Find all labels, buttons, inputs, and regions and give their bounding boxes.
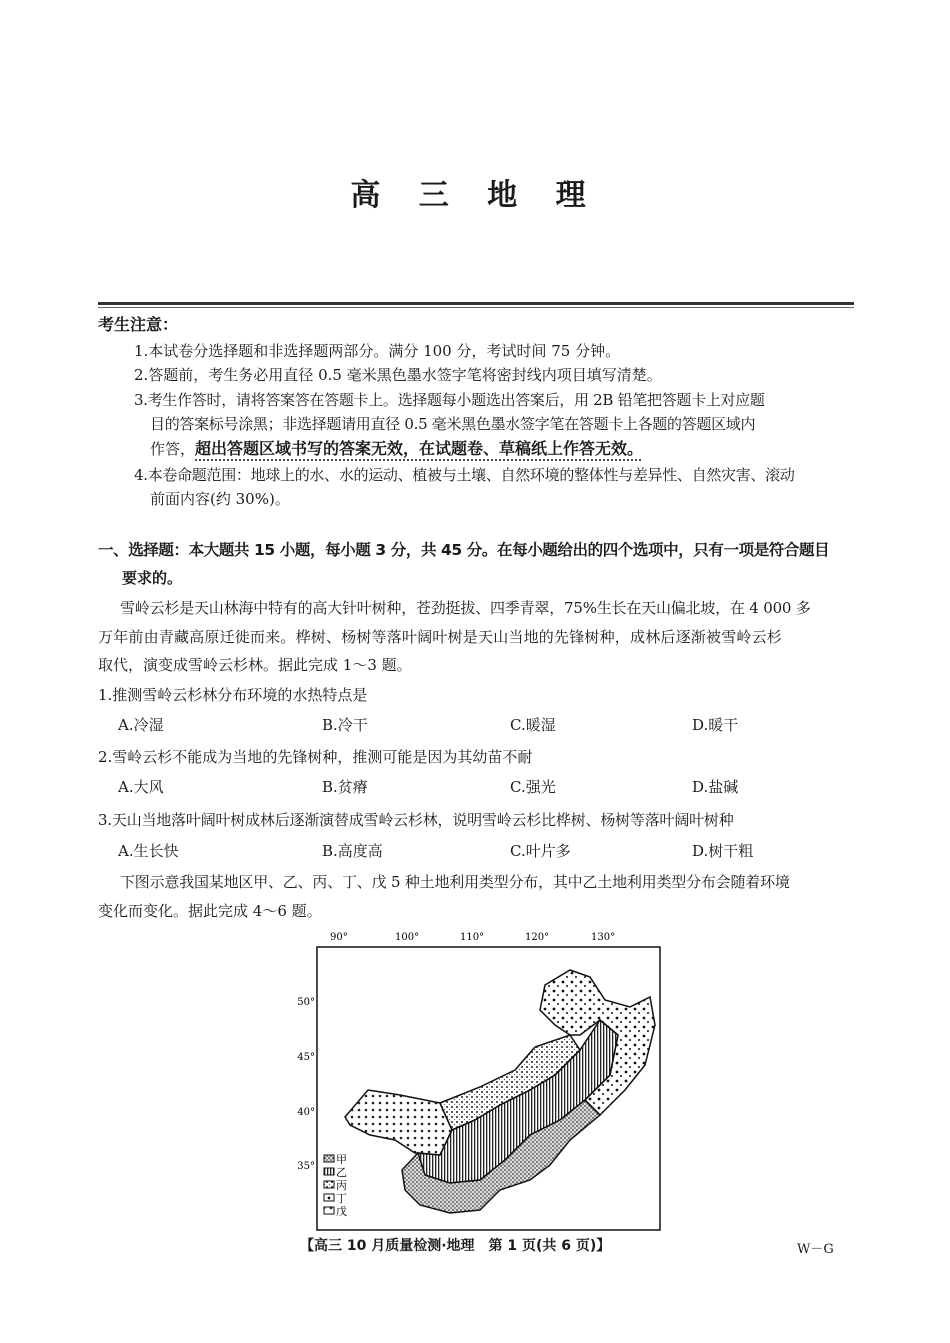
legend-swatch xyxy=(324,1181,334,1188)
lon-label: 120° xyxy=(525,932,550,943)
legend-label: 乙 xyxy=(336,1166,347,1179)
option-c: C.强光 xyxy=(510,778,556,796)
legend-label: 丁 xyxy=(336,1192,347,1205)
lon-label: 110° xyxy=(460,932,485,943)
question-stem: 1.推测雪岭云杉林分布环境的水热特点是 xyxy=(98,686,368,704)
option-b: B.高度高 xyxy=(322,842,383,860)
footer-code: W－G xyxy=(797,1242,834,1257)
legend-label: 甲 xyxy=(336,1153,347,1166)
notice-item: 目的答案标号涂黑；非选择题请用直径 0.5 毫米黑色墨水签字笔在答题卡上各题的答题区域内 xyxy=(150,415,756,433)
legend-swatch xyxy=(324,1168,334,1175)
notice-item: 3.考生作答时，请将答案答在答题卡上。选择题每小题选出答案后，用 2B 铅笔把答题卡上对应题 xyxy=(134,391,765,409)
question-stem: 2.雪岭云杉不能成为当地的先锋树种，推测可能是因为其幼苗不耐 xyxy=(98,748,533,766)
option-c: C.暖湿 xyxy=(510,716,556,734)
notice-item: 1.本试卷分选择题和非选择题两部分。满分 100 分，考试时间 75 分钟。 xyxy=(134,342,621,360)
land-use-map xyxy=(297,925,670,1235)
passage-line: 雪岭云杉是天山林海中特有的高大针叶树种，苍劲挺拔、四季青翠，75%生长在天山偏北坡，在 4 000 多 xyxy=(120,599,811,617)
lat-label: 40° xyxy=(297,1107,315,1118)
legend-swatch xyxy=(324,1207,334,1214)
lon-label: 90° xyxy=(330,932,348,943)
option-a: A.大风 xyxy=(118,778,164,796)
legend-label: 丙 xyxy=(336,1179,347,1192)
passage-line: 变化而变化。据此完成 4～6 题。 xyxy=(98,902,322,920)
divider xyxy=(98,302,854,305)
lon-labels xyxy=(330,932,615,943)
passage-line: 万年前由青藏高原迁徙而来。桦树、杨树等落叶阔叶树是天山当地的先锋树种，成林后逐渐被雪岭云杉 xyxy=(98,628,783,646)
lat-labels xyxy=(297,997,315,1172)
legend-swatch xyxy=(324,1194,334,1201)
divider xyxy=(98,307,854,308)
lat-label: 50° xyxy=(297,997,315,1008)
option-b: B.冷干 xyxy=(322,716,368,734)
notice-emphasis: 超出答题区域书写的答案无效，在试题卷、草稿纸上作答无效。 xyxy=(195,439,644,458)
notice-heading: 考生注意： xyxy=(98,315,179,334)
option-d: D.暖干 xyxy=(692,716,739,734)
notice-item: 2.答题前，考生务必用直径 0.5 毫米黑色墨水签字笔将密封线内项目填写清楚。 xyxy=(134,366,662,384)
legend-swatch xyxy=(324,1155,334,1162)
notice-item: 4.本卷命题范围：地球上的水、水的运动、植被与土壤、自然环境的整体性与差异性、自然灾害、滚动 xyxy=(134,466,795,484)
lat-label: 35° xyxy=(297,1161,315,1172)
option-b: B.贫瘠 xyxy=(322,778,368,796)
notice-item: 前面内容(约 30%)。 xyxy=(150,490,290,508)
lat-label: 45° xyxy=(297,1052,315,1063)
passage-line: 取代，演变成雪岭云杉林。据此完成 1～3 题。 xyxy=(98,656,412,674)
notice-text: 作答， xyxy=(150,440,196,458)
legend-label: 戊 xyxy=(336,1205,347,1218)
lon-label: 100° xyxy=(395,932,420,943)
lon-label: 130° xyxy=(591,932,616,943)
section-heading: 一、选择题：本大题共 15 小题，每小题 3 分，共 45 分。在每小题给出的四个选项中，只有一项是符合题目 xyxy=(98,541,830,559)
section-heading: 要求的。 xyxy=(122,569,183,587)
option-a: A.生长快 xyxy=(118,842,179,860)
passage-line: 下图示意我国某地区甲、乙、丙、丁、戊 5 种土地利用类型分布，其中乙土地利用类型分布会随着环境 xyxy=(120,873,790,891)
question-stem: 3.天山当地落叶阔叶树成林后逐渐演替成雪岭云杉林，说明雪岭云杉比桦树、杨树等落叶阔叶树种 xyxy=(98,811,734,829)
notice-item-line xyxy=(150,436,643,459)
page-title: 高 三 地 理 xyxy=(350,178,600,213)
footer-page-info: 【高三 10 月质量检测·地理 第 1 页(共 6 页)】 xyxy=(300,1238,611,1254)
option-a: A.冷湿 xyxy=(118,716,164,734)
option-c: C.叶片多 xyxy=(510,842,571,860)
option-d: D.树干粗 xyxy=(692,842,754,860)
option-d: D.盐碱 xyxy=(692,778,739,796)
